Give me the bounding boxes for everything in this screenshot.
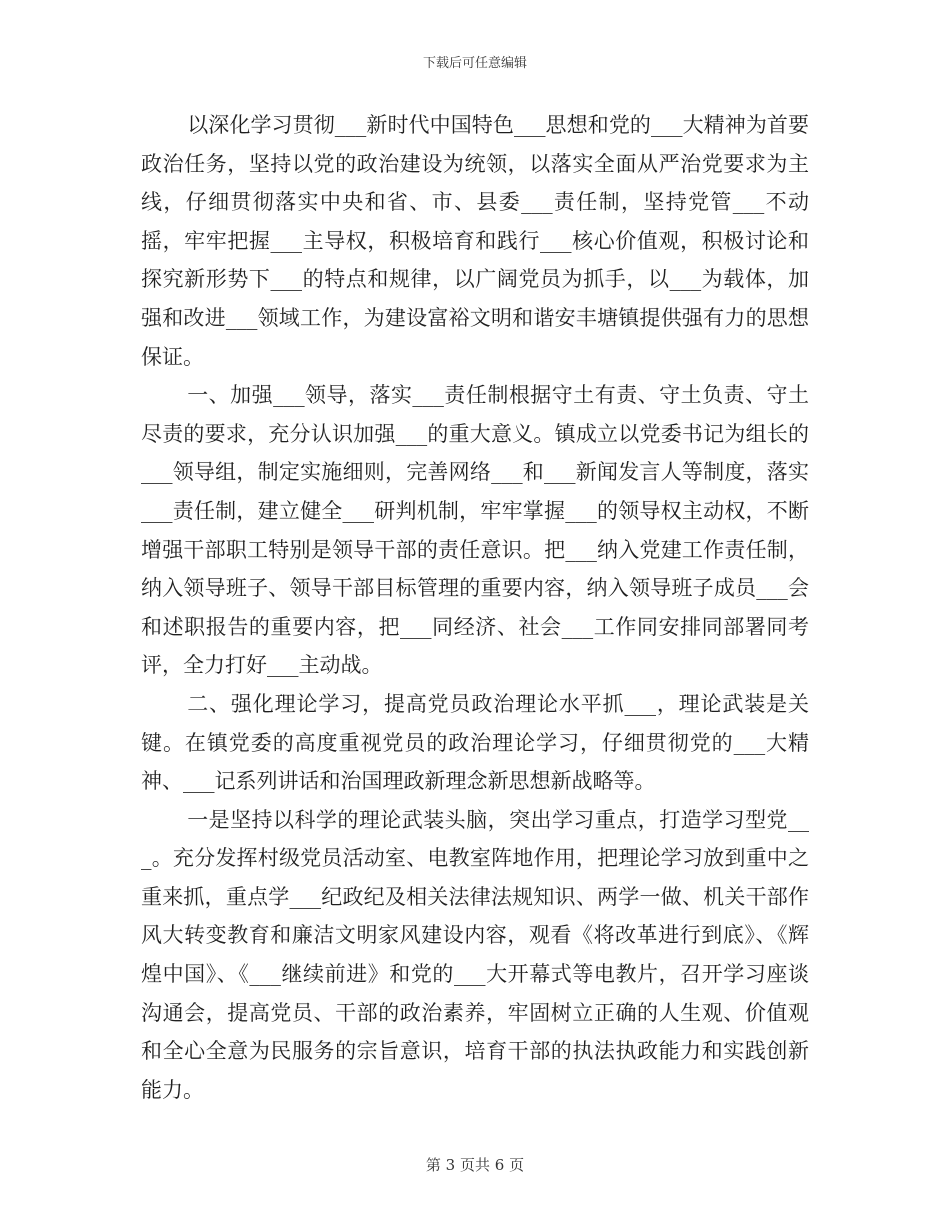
paragraph-section-1: 一、加强___领导，落实___责任制根据守土有责、守土负责、守土尽责的要求，充分认识加强___的重大意义。镇成立以党委书记为组长的___领导组，制定实施细则，完善网络___和___新闻发言人等制度，落实___责任制，建立健全___研判机制，牢牢掌握___的领导权主动权，不断增强干部职工特别是领导干部的责任意识。把___纳入党建工作责任制，纳入领导班子、领导干部目标管理的重要内容，纳入领导班子成员___会和述职报告的重要内容，把___同经济、社会___工作同安排同部署同考评，全力打好___主动战。 (141, 383, 809, 678)
page-footer: 第 3 页共 6 页 (425, 1156, 525, 1174)
page-header: 下载后可任意编辑 (422, 56, 527, 71)
paragraph-intro: 以深化学习贯彻___新时代中国特色___思想和党的___大精神为首要政治任务，坚持以党的政治建设为统领，以落实全面从严治党要求为主线，仔细贯彻落实中央和省、市、县委___责任制，坚持党管___不动摇，牢牢把握___主导权，积极培育和践行___核心价值观，积极讨论和探究新形势下___的特点和规律，以广阔党员为抓手，以___为载体，加强和改进___领域工作，为建设富裕文明和谐安丰塘镇提供强有力的思想保证。 (141, 113, 809, 369)
document-body (141, 106, 809, 1109)
paragraph-section-2: 二、强化理论学习，提高党员政治理论水平抓___，理论武装是关键。在镇党委的高度重视党员的政治理论学习，仔细贯彻党的___大精神、___记系列讲话和治国理政新理念新思想新战略等。 (141, 691, 809, 794)
paragraph-section-2-item-1: 一是坚持以科学的理论武装头脑，突出学习重点，打造学习型党___。充分发挥村级党员活动室、电教室阵地作用，把理论学习放到重中之重来抓，重点学___纪政纪及相关法律法规知识、两学一做、机关干部作风大转变教育和廉洁文明家风建设内容，观看《将改革进行到底》、《辉煌中国》、《___继续前进》和党的___大开幕式等电教片，召开学习座谈沟通会，提高党员、干部的政治素养，牢固树立正确的人生观、价值观和全心全意为民服务的宗旨意识，培育干部的执法执政能力和实践创新能力。 (141, 807, 809, 1102)
